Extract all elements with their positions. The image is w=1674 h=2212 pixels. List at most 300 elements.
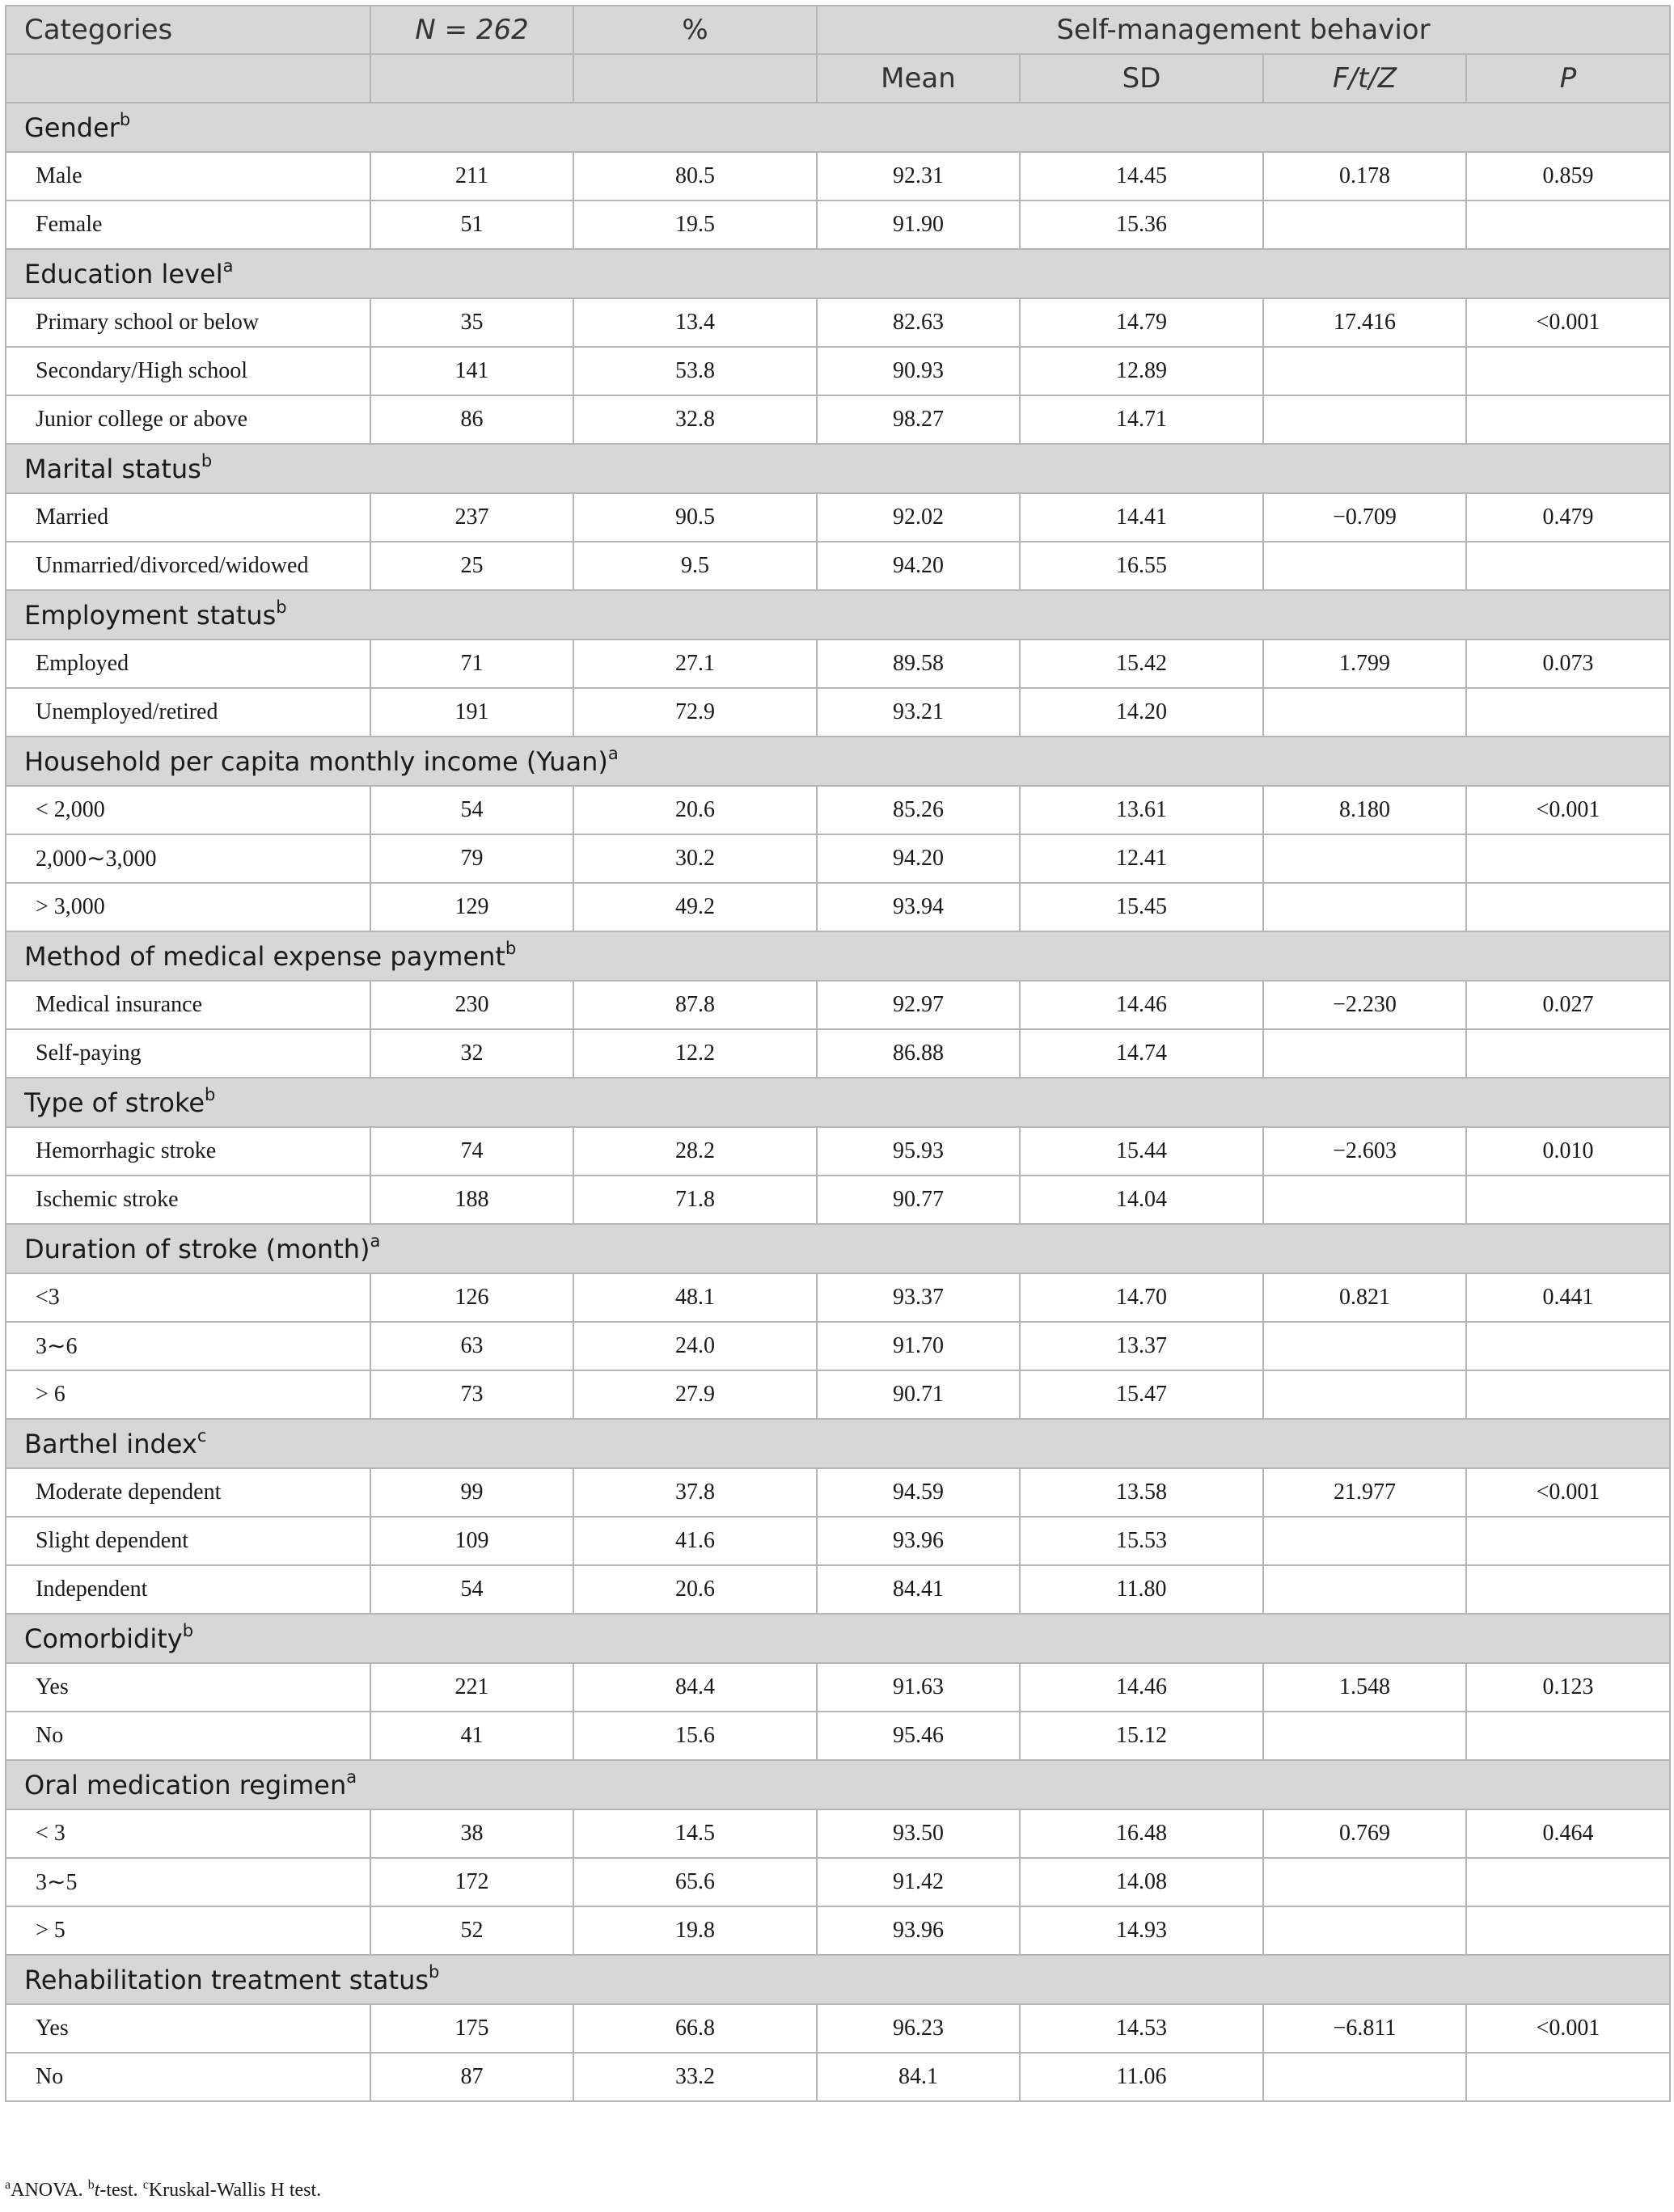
footnote-marker: b <box>119 109 131 129</box>
percent-cell: 41.6 <box>573 1517 817 1565</box>
table-row <box>6 1906 1670 1955</box>
table-row <box>6 1176 1670 1224</box>
p-value-cell: 0.027 <box>1466 981 1670 1029</box>
category-row <box>6 1760 1670 1809</box>
table-row <box>6 1127 1670 1176</box>
count-cell: 86 <box>370 395 573 444</box>
mean-cell: 93.37 <box>817 1273 1020 1322</box>
sd-cell: 15.12 <box>1020 1712 1263 1760</box>
sd-cell: 15.47 <box>1020 1370 1263 1419</box>
table-row <box>6 152 1670 201</box>
statistic-cell <box>1263 1858 1466 1906</box>
sd-cell: 16.48 <box>1020 1809 1263 1858</box>
percent-cell: 72.9 <box>573 688 817 737</box>
footnote-marker: c <box>197 1425 207 1446</box>
p-value-cell <box>1466 1712 1670 1760</box>
statistic-cell <box>1263 347 1466 395</box>
p-value-cell: 0.073 <box>1466 640 1670 688</box>
footnote-marker: b <box>205 1084 216 1104</box>
category-label <box>6 1078 1670 1127</box>
p-value-cell <box>1466 347 1670 395</box>
percent-cell: 37.8 <box>573 1468 817 1517</box>
category-row <box>6 1078 1670 1127</box>
percent-cell: 71.8 <box>573 1176 817 1224</box>
p-value-cell: <0.001 <box>1466 2004 1670 2053</box>
sd-cell: 13.58 <box>1020 1468 1263 1517</box>
percent-cell: 24.0 <box>573 1322 817 1370</box>
mean-cell: 93.50 <box>817 1809 1020 1858</box>
count-cell: 79 <box>370 834 573 883</box>
category-row <box>6 737 1670 786</box>
table-row <box>6 834 1670 883</box>
mean-cell: 94.20 <box>817 542 1020 590</box>
statistic-cell <box>1263 1322 1466 1370</box>
sd-cell: 14.74 <box>1020 1029 1263 1078</box>
table-row <box>6 1712 1670 1760</box>
category-row <box>6 249 1670 298</box>
row-label: Employed <box>6 640 370 688</box>
footnote-marker: b <box>276 597 287 617</box>
count-cell: 71 <box>370 640 573 688</box>
percent-cell: 48.1 <box>573 1273 817 1322</box>
mean-cell: 86.88 <box>817 1029 1020 1078</box>
footnote-text: ANOVA. <box>11 2180 88 2201</box>
statistic-cell <box>1263 395 1466 444</box>
row-label: < 2,000 <box>6 786 370 834</box>
statistic-cell <box>1263 1565 1466 1614</box>
mean-cell: 92.97 <box>817 981 1020 1029</box>
category-label-text: Household per capita monthly income (Yuan) <box>24 745 608 777</box>
table-row <box>6 201 1670 249</box>
mean-cell: 95.93 <box>817 1127 1020 1176</box>
percent-cell: 53.8 <box>573 347 817 395</box>
row-label: Moderate dependent <box>6 1468 370 1517</box>
header-blank-3 <box>573 54 817 103</box>
count-cell: 52 <box>370 1906 573 1955</box>
header-categories: Categories <box>6 6 370 54</box>
p-value-cell <box>1466 1517 1670 1565</box>
mean-cell: 90.71 <box>817 1370 1020 1419</box>
header-statistic: F/t/Z <box>1263 54 1466 103</box>
mean-cell: 91.63 <box>817 1663 1020 1712</box>
category-label <box>6 444 1670 493</box>
statistic-cell: −2.603 <box>1263 1127 1466 1176</box>
header-blank-1 <box>6 54 370 103</box>
sd-cell: 14.71 <box>1020 395 1263 444</box>
header-sd: SD <box>1020 54 1263 103</box>
category-row <box>6 590 1670 640</box>
count-cell: 237 <box>370 493 573 542</box>
row-label: > 3,000 <box>6 883 370 931</box>
sd-cell: 15.44 <box>1020 1127 1263 1176</box>
table-row <box>6 493 1670 542</box>
category-label-text: Type of stroke <box>24 1087 205 1118</box>
category-label-text: Comorbidity <box>24 1623 183 1654</box>
count-cell: 87 <box>370 2053 573 2101</box>
mean-cell: 98.27 <box>817 395 1020 444</box>
percent-cell: 19.5 <box>573 201 817 249</box>
category-label <box>6 1955 1670 2004</box>
sd-cell: 14.20 <box>1020 688 1263 737</box>
mean-cell: 95.46 <box>817 1712 1020 1760</box>
table-container <box>5 5 1669 2102</box>
sd-cell: 14.41 <box>1020 493 1263 542</box>
p-value-cell <box>1466 883 1670 931</box>
row-label: Self-paying <box>6 1029 370 1078</box>
p-value-cell: <0.001 <box>1466 1468 1670 1517</box>
row-label: > 6 <box>6 1370 370 1419</box>
percent-cell: 80.5 <box>573 152 817 201</box>
footnote-marker: a <box>222 255 234 276</box>
footnote-marker: b <box>87 2178 95 2192</box>
p-value-cell <box>1466 542 1670 590</box>
count-cell: 221 <box>370 1663 573 1712</box>
category-label-text: Duration of stroke (month) <box>24 1233 370 1264</box>
row-label: No <box>6 2053 370 2101</box>
p-value-cell: 0.464 <box>1466 1809 1670 1858</box>
table-row <box>6 1809 1670 1858</box>
percent-cell: 27.9 <box>573 1370 817 1419</box>
mean-cell: 91.42 <box>817 1858 1020 1906</box>
p-value-cell: 0.123 <box>1466 1663 1670 1712</box>
mean-cell: 93.21 <box>817 688 1020 737</box>
percent-cell: 19.8 <box>573 1906 817 1955</box>
p-value-cell: <0.001 <box>1466 786 1670 834</box>
table-row <box>6 640 1670 688</box>
table-row <box>6 1322 1670 1370</box>
count-cell: 73 <box>370 1370 573 1419</box>
footnote-marker: b <box>505 938 517 958</box>
header-n: N = 262 <box>370 6 573 54</box>
header-row-1 <box>6 6 1670 54</box>
table-row <box>6 1858 1670 1906</box>
category-label-text: Barthel index <box>24 1428 197 1459</box>
category-row <box>6 1955 1670 2004</box>
table-footnote <box>5 2180 321 2201</box>
statistic-cell: −0.709 <box>1263 493 1466 542</box>
mean-cell: 91.70 <box>817 1322 1020 1370</box>
count-cell: 99 <box>370 1468 573 1517</box>
row-label: Female <box>6 201 370 249</box>
statistic-cell <box>1263 1712 1466 1760</box>
row-label: 3∼6 <box>6 1322 370 1370</box>
sd-cell: 14.08 <box>1020 1858 1263 1906</box>
statistic-cell <box>1263 201 1466 249</box>
statistic-cell: −2.230 <box>1263 981 1466 1029</box>
mean-cell: 84.41 <box>817 1565 1020 1614</box>
table-row <box>6 395 1670 444</box>
sd-cell: 13.37 <box>1020 1322 1263 1370</box>
sd-cell: 14.46 <box>1020 981 1263 1029</box>
sd-cell: 14.04 <box>1020 1176 1263 1224</box>
percent-cell: 20.6 <box>573 1565 817 1614</box>
percent-cell: 66.8 <box>573 2004 817 2053</box>
table-row <box>6 786 1670 834</box>
table-row <box>6 2004 1670 2053</box>
count-cell: 230 <box>370 981 573 1029</box>
category-label-text: Marital status <box>24 453 201 484</box>
footnote-italic: t <box>94 2180 100 2201</box>
mean-cell: 96.23 <box>817 2004 1020 2053</box>
count-cell: 191 <box>370 688 573 737</box>
row-label: < 3 <box>6 1809 370 1858</box>
category-label-text: Education level <box>24 258 223 289</box>
table-row <box>6 1468 1670 1517</box>
header-row-2 <box>6 54 1670 103</box>
p-value-cell <box>1466 1029 1670 1078</box>
category-label <box>6 1760 1670 1809</box>
mean-cell: 82.63 <box>817 298 1020 347</box>
footnote-marker: a <box>370 1231 381 1251</box>
category-row <box>6 103 1670 152</box>
row-label: 2,000∼3,000 <box>6 834 370 883</box>
sd-cell: 15.42 <box>1020 640 1263 688</box>
row-label: Medical insurance <box>6 981 370 1029</box>
category-label-text: Oral medication regimen <box>24 1769 347 1800</box>
mean-cell: 93.96 <box>817 1906 1020 1955</box>
statistic-cell <box>1263 542 1466 590</box>
mean-cell: 94.59 <box>817 1468 1020 1517</box>
table-row <box>6 1370 1670 1419</box>
row-label: Secondary/High school <box>6 347 370 395</box>
percent-cell: 9.5 <box>573 542 817 590</box>
percent-cell: 30.2 <box>573 834 817 883</box>
footnote-marker: a <box>607 743 619 763</box>
category-label-text: Gender <box>24 112 120 143</box>
category-label <box>6 737 1670 786</box>
table-row <box>6 688 1670 737</box>
table-row <box>6 981 1670 1029</box>
statistic-cell <box>1263 2053 1466 2101</box>
category-row <box>6 931 1670 981</box>
statistic-cell: 1.799 <box>1263 640 1466 688</box>
mean-cell: 92.31 <box>817 152 1020 201</box>
category-row <box>6 444 1670 493</box>
category-label-text: Rehabilitation treatment status <box>24 1964 429 1995</box>
count-cell: 63 <box>370 1322 573 1370</box>
mean-cell: 93.94 <box>817 883 1020 931</box>
count-cell: 172 <box>370 1858 573 1906</box>
percent-cell: 15.6 <box>573 1712 817 1760</box>
count-cell: 51 <box>370 201 573 249</box>
statistic-cell: 21.977 <box>1263 1468 1466 1517</box>
statistic-cell <box>1263 883 1466 931</box>
p-value-cell <box>1466 201 1670 249</box>
mean-cell: 84.1 <box>817 2053 1020 2101</box>
count-cell: 74 <box>370 1127 573 1176</box>
p-value-cell <box>1466 1565 1670 1614</box>
sd-cell: 13.61 <box>1020 786 1263 834</box>
row-label: 3∼5 <box>6 1858 370 1906</box>
percent-cell: 20.6 <box>573 786 817 834</box>
table-row <box>6 1663 1670 1712</box>
mean-cell: 91.90 <box>817 201 1020 249</box>
count-cell: 54 <box>370 786 573 834</box>
percent-cell: 32.8 <box>573 395 817 444</box>
mean-cell: 85.26 <box>817 786 1020 834</box>
header-percent: % <box>573 6 817 54</box>
category-label <box>6 249 1670 298</box>
p-value-cell <box>1466 1858 1670 1906</box>
table-row <box>6 1517 1670 1565</box>
row-label: Yes <box>6 2004 370 2053</box>
percent-cell: 12.2 <box>573 1029 817 1078</box>
sd-cell: 14.70 <box>1020 1273 1263 1322</box>
p-value-cell <box>1466 1176 1670 1224</box>
statistic-cell <box>1263 1906 1466 1955</box>
sd-cell: 11.80 <box>1020 1565 1263 1614</box>
footnote-text: -test. <box>99 2180 143 2201</box>
count-cell: 211 <box>370 152 573 201</box>
statistic-cell <box>1263 1517 1466 1565</box>
category-label-text: Method of medical expense payment <box>24 940 505 972</box>
mean-cell: 92.02 <box>817 493 1020 542</box>
count-cell: 54 <box>370 1565 573 1614</box>
row-label: Ischemic stroke <box>6 1176 370 1224</box>
p-value-cell: 0.859 <box>1466 152 1670 201</box>
header-p-value: P <box>1466 54 1670 103</box>
p-value-cell <box>1466 395 1670 444</box>
category-label <box>6 1419 1670 1468</box>
row-label: Junior college or above <box>6 395 370 444</box>
statistic-cell <box>1263 1370 1466 1419</box>
mean-cell: 93.96 <box>817 1517 1020 1565</box>
percent-cell: 84.4 <box>573 1663 817 1712</box>
category-row <box>6 1224 1670 1273</box>
count-cell: 129 <box>370 883 573 931</box>
sd-cell: 11.06 <box>1020 2053 1263 2101</box>
category-row <box>6 1614 1670 1663</box>
row-label: Slight dependent <box>6 1517 370 1565</box>
mean-cell: 90.77 <box>817 1176 1020 1224</box>
sd-cell: 14.53 <box>1020 2004 1263 2053</box>
category-row <box>6 1419 1670 1468</box>
statistic-cell: 0.769 <box>1263 1809 1466 1858</box>
sd-cell: 14.46 <box>1020 1663 1263 1712</box>
mean-cell: 89.58 <box>817 640 1020 688</box>
header-mean: Mean <box>817 54 1020 103</box>
percent-cell: 65.6 <box>573 1858 817 1906</box>
row-label: <3 <box>6 1273 370 1322</box>
row-label: Primary school or below <box>6 298 370 347</box>
count-cell: 25 <box>370 542 573 590</box>
table-body <box>6 103 1670 2101</box>
header-self-management: Self-management behavior <box>817 6 1670 54</box>
statistic-cell: 8.180 <box>1263 786 1466 834</box>
category-label <box>6 103 1670 152</box>
sd-cell: 12.89 <box>1020 347 1263 395</box>
statistic-cell: 0.821 <box>1263 1273 1466 1322</box>
count-cell: 35 <box>370 298 573 347</box>
sd-cell: 16.55 <box>1020 542 1263 590</box>
table-row <box>6 1273 1670 1322</box>
category-label <box>6 590 1670 640</box>
count-cell: 126 <box>370 1273 573 1322</box>
category-label <box>6 1614 1670 1663</box>
footnote-marker: a <box>5 2178 11 2192</box>
category-label <box>6 931 1670 981</box>
statistic-cell <box>1263 688 1466 737</box>
row-label: > 5 <box>6 1906 370 1955</box>
count-cell: 109 <box>370 1517 573 1565</box>
row-label: Married <box>6 493 370 542</box>
header-blank-2 <box>370 54 573 103</box>
table-row <box>6 542 1670 590</box>
sd-cell: 15.53 <box>1020 1517 1263 1565</box>
sd-cell: 15.36 <box>1020 201 1263 249</box>
footnote-text: Kruskal-Wallis H test. <box>148 2180 322 2201</box>
count-cell: 175 <box>370 2004 573 2053</box>
footnote-marker: a <box>346 1767 357 1787</box>
row-label: Unmarried/divorced/widowed <box>6 542 370 590</box>
row-label: No <box>6 1712 370 1760</box>
category-label-text: Employment status <box>24 599 277 631</box>
percent-cell: 13.4 <box>573 298 817 347</box>
p-value-cell: 0.479 <box>1466 493 1670 542</box>
p-value-cell <box>1466 1322 1670 1370</box>
count-cell: 141 <box>370 347 573 395</box>
percent-cell: 90.5 <box>573 493 817 542</box>
table-row <box>6 1565 1670 1614</box>
statistic-cell <box>1263 1176 1466 1224</box>
sd-cell: 15.45 <box>1020 883 1263 931</box>
p-value-cell: <0.001 <box>1466 298 1670 347</box>
table-row <box>6 347 1670 395</box>
percent-cell: 87.8 <box>573 981 817 1029</box>
percent-cell: 27.1 <box>573 640 817 688</box>
count-cell: 41 <box>370 1712 573 1760</box>
footnote-marker: b <box>182 1620 194 1640</box>
row-label: Independent <box>6 1565 370 1614</box>
table-row <box>6 883 1670 931</box>
footnote-marker: c <box>142 2178 149 2192</box>
sd-cell: 14.79 <box>1020 298 1263 347</box>
row-label: Hemorrhagic stroke <box>6 1127 370 1176</box>
sd-cell: 14.93 <box>1020 1906 1263 1955</box>
table-row <box>6 1029 1670 1078</box>
percent-cell: 49.2 <box>573 883 817 931</box>
statistic-cell: 1.548 <box>1263 1663 1466 1712</box>
mean-cell: 94.20 <box>817 834 1020 883</box>
sd-cell: 12.41 <box>1020 834 1263 883</box>
row-label: Male <box>6 152 370 201</box>
category-label <box>6 1224 1670 1273</box>
row-label: Yes <box>6 1663 370 1712</box>
self-management-table <box>5 5 1671 2102</box>
p-value-cell <box>1466 688 1670 737</box>
statistic-cell: −6.811 <box>1263 2004 1466 2053</box>
p-value-cell: 0.010 <box>1466 1127 1670 1176</box>
p-value-cell <box>1466 834 1670 883</box>
percent-cell: 14.5 <box>573 1809 817 1858</box>
statistic-cell <box>1263 834 1466 883</box>
p-value-cell <box>1466 1370 1670 1419</box>
statistic-cell: 0.178 <box>1263 152 1466 201</box>
p-value-cell <box>1466 1906 1670 1955</box>
mean-cell: 90.93 <box>817 347 1020 395</box>
statistic-cell <box>1263 1029 1466 1078</box>
p-value-cell <box>1466 2053 1670 2101</box>
percent-cell: 33.2 <box>573 2053 817 2101</box>
count-cell: 188 <box>370 1176 573 1224</box>
percent-cell: 28.2 <box>573 1127 817 1176</box>
statistic-cell: 17.416 <box>1263 298 1466 347</box>
row-label: Unemployed/retired <box>6 688 370 737</box>
table-row <box>6 2053 1670 2101</box>
footnote-marker: b <box>429 1961 440 1982</box>
table-row <box>6 298 1670 347</box>
count-cell: 32 <box>370 1029 573 1078</box>
